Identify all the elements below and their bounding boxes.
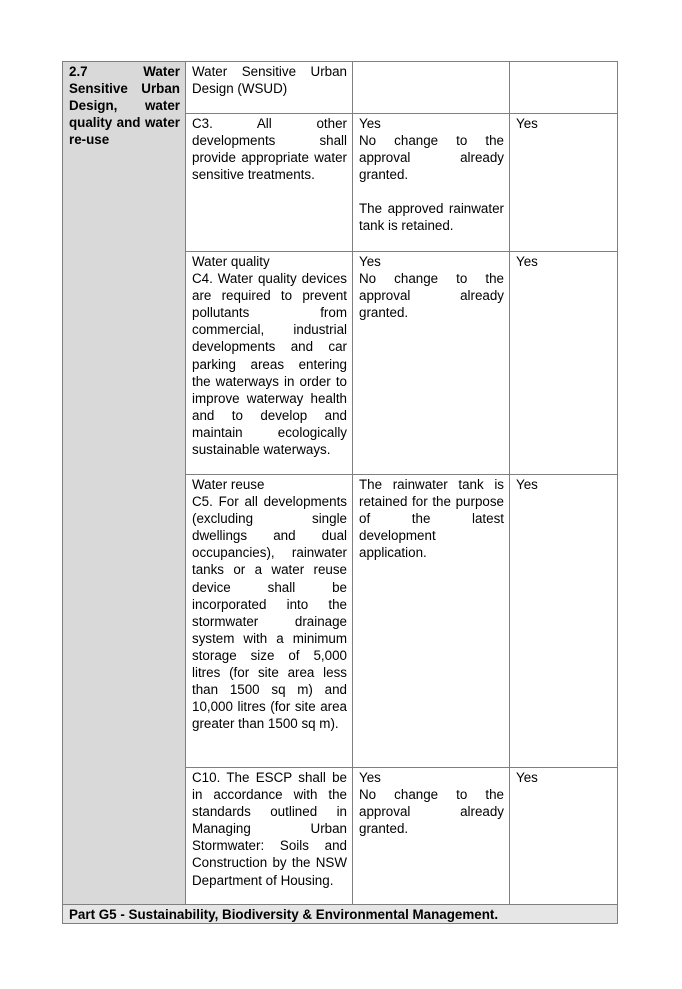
complies-text: Yes — [516, 477, 538, 492]
proposal-text: Yes — [359, 254, 381, 269]
section-title: 2.7 Water Sensitive Urban Design, water quality and water re-use — [69, 64, 180, 148]
control-cell — [186, 114, 353, 252]
control-text: C4. Water quality devices are required to prevent pollutants from commercial, industrial developments and car parking areas entering the waterways in order to improve waterway health and to develop and maintain ecologically sustainable waterways. — [192, 271, 347, 458]
complies-cell — [510, 114, 618, 252]
complies-cell — [510, 62, 618, 114]
control-cell — [186, 475, 353, 768]
control-cell — [186, 768, 353, 905]
proposal-text: No change to the approval already granted. — [359, 271, 504, 321]
control-subheading: Water reuse — [192, 477, 265, 492]
proposal-cell — [353, 62, 510, 114]
control-subheading: Water quality — [192, 254, 270, 269]
table-row — [63, 62, 618, 114]
compliance-table — [62, 61, 618, 924]
control-text: C3. All other developments shall provide appropriate water sensitive treatments. — [192, 116, 347, 183]
control-cell — [186, 252, 353, 475]
control-text: C10. The ESCP shall be in accordance with the standards outlined in Managing Urban Stormwater: Soils and Construction by the NSW Department of Housing. — [192, 770, 347, 888]
proposal-text: The rainwater tank is retained for the purpose of the latest development application. — [359, 477, 504, 561]
proposal-text: Yes — [359, 770, 381, 785]
proposal-cell — [353, 252, 510, 475]
part-heading: Part G5 - Sustainability, Biodiversity & Environmental Management. — [69, 907, 499, 922]
complies-cell — [510, 252, 618, 475]
proposal-text: No change to the approval already granted. — [359, 133, 504, 183]
control-cell — [186, 62, 353, 114]
control-text: C5. For all developments (excluding single dwellings and dual occupancies), rainwater tanks or a water reuse device shall be incorporated into the stormwater drainage system with a minimum storage size of 5,000 litres (for site area less than 1500 sq m) and 10,000 litres (for site area greater than 1500 sq m). — [192, 494, 347, 732]
complies-text: Yes — [516, 254, 538, 269]
footer-row — [63, 905, 618, 924]
complies-text: Yes — [516, 116, 538, 131]
proposal-text: The approved rainwater tank is retained. — [359, 201, 504, 234]
proposal-cell — [353, 114, 510, 252]
part-heading-cell — [63, 905, 618, 924]
complies-cell — [510, 475, 618, 768]
proposal-cell — [353, 768, 510, 905]
complies-text: Yes — [516, 770, 538, 785]
proposal-text: Yes — [359, 116, 381, 131]
control-text: Water Sensitive Urban Design (WSUD) — [192, 64, 347, 97]
proposal-cell — [353, 475, 510, 768]
paragraph-gap — [359, 183, 504, 200]
complies-cell — [510, 768, 618, 905]
proposal-text: No change to the approval already granted. — [359, 787, 504, 837]
section-heading-cell — [63, 62, 186, 905]
